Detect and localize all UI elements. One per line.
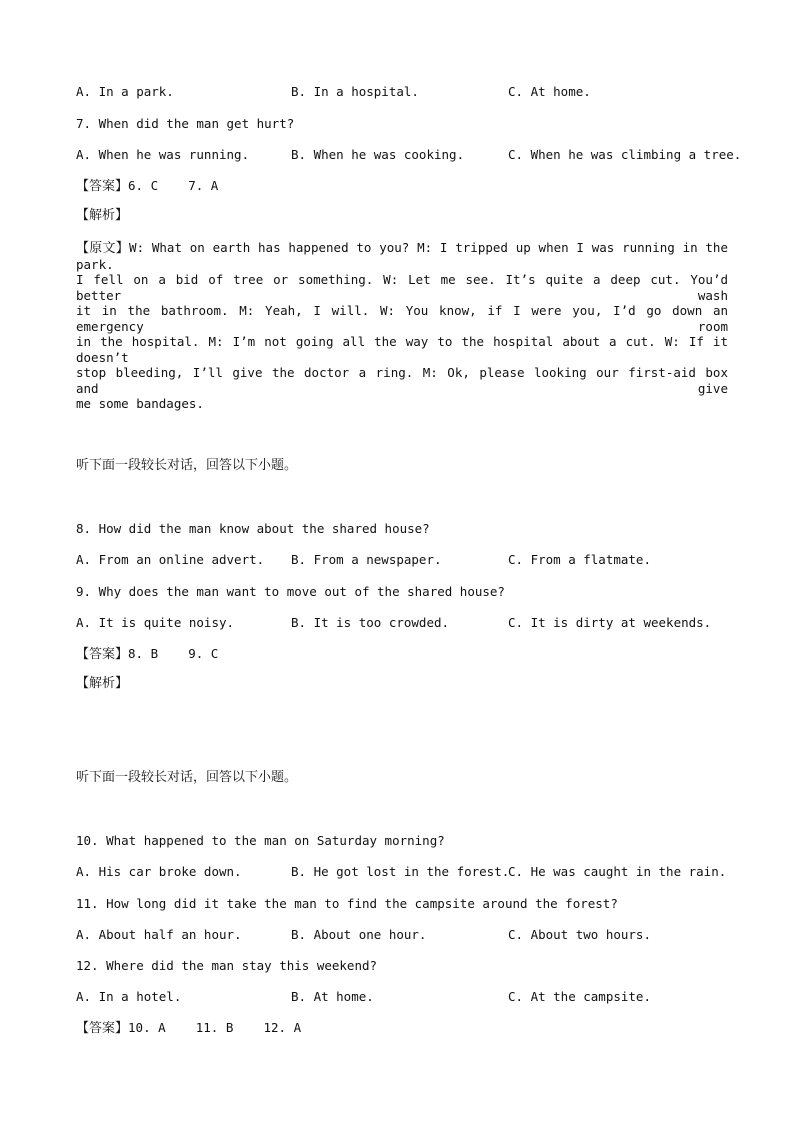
answer-line	[76, 1020, 728, 1037]
q12-options	[76, 989, 736, 1005]
transcript-line	[76, 240, 728, 273]
option-b: B. It is too crowded.	[291, 615, 450, 630]
option-a: A. It is quite noisy.	[76, 615, 235, 630]
option-b: B. He got lost in the forest.	[291, 864, 510, 879]
transcript-line: stop bleeding, I’ll give the doctor a ring. M: Ok, please looking our first-aid box and give	[76, 365, 728, 396]
option-a: A. From an online advert.	[76, 552, 265, 567]
option-c: C. At the campsite.	[508, 989, 651, 1004]
q11-options	[76, 927, 736, 943]
analysis-label: 【解析】	[76, 208, 129, 223]
option-c: C. About two hours.	[508, 927, 651, 942]
option-a: A. In a hotel.	[76, 989, 182, 1004]
option-a: A. His car broke down.	[76, 864, 242, 879]
question-11: 11. How long did it take the man to find the campsite around the forest?	[76, 896, 618, 911]
question-12: 12. Where did the man stay this weekend?	[76, 958, 378, 973]
answer-label: 【答案】	[76, 647, 129, 662]
option-c: C. He was caught in the rain.	[508, 864, 727, 879]
option-b: B. In a hospital.	[291, 84, 419, 99]
option-c: C. From a flatmate.	[508, 552, 651, 567]
answer-text: 10. A 11. B 12. A	[128, 1020, 302, 1035]
option-a: A. When he was running.	[76, 147, 250, 162]
transcript-text: W: What on earth has happened to you? M: I tripped up when I was running in the park.	[76, 240, 728, 272]
option-b: B. About one hour.	[291, 927, 427, 942]
question-9: 9. Why does the man want to move out of the shared house?	[76, 584, 505, 599]
option-c: C. At home.	[508, 84, 591, 99]
q7-options	[76, 147, 742, 163]
question-8: 8. How did the man know about the shared house?	[76, 521, 430, 536]
transcript-line: in the hospital. M: I’m not going all the way to the hospital about a cut. W: If it doesn’t	[76, 334, 728, 365]
option-c: C. It is dirty at weekends.	[508, 615, 712, 630]
answer-line	[76, 646, 728, 663]
transcript-label: 【原文】	[76, 241, 130, 256]
answer-text: 8. B 9. C	[128, 646, 219, 661]
q9-options	[76, 615, 736, 631]
q8-options	[76, 552, 736, 568]
section-heading: 听下面一段较长对话，回答以下小题。	[76, 770, 298, 785]
question-10: 10. What happened to the man on Saturday morning?	[76, 833, 445, 848]
answer-text: 6. C 7. A	[128, 178, 219, 193]
question-7: 7. When did the man get hurt?	[76, 116, 295, 131]
q10-options	[76, 864, 736, 880]
answer-label: 【答案】	[76, 1021, 129, 1036]
option-a: A. In a park.	[76, 84, 174, 99]
transcript-line: me some bandages.	[76, 396, 204, 411]
transcript-line: I fell on a bid of tree or something. W: Let me see. It’s quite a deep cut. You’d better wash	[76, 272, 728, 303]
analysis-label: 【解析】	[76, 676, 129, 691]
answer-line	[76, 178, 728, 195]
option-c: C. When he was climbing a tree.	[508, 147, 742, 162]
transcript-line: it in the bathroom. M: Yeah, I will. W: You know, if I were you, I’d go down an emergency room	[76, 303, 728, 334]
q6-options	[76, 84, 736, 100]
option-b: B. From a newspaper.	[291, 552, 442, 567]
answer-label: 【答案】	[76, 179, 129, 194]
option-b: B. When he was cooking.	[291, 147, 465, 162]
section-heading: 听下面一段较长对话，回答以下小题。	[76, 458, 298, 473]
option-b: B. At home.	[291, 989, 374, 1004]
option-a: A. About half an hour.	[76, 927, 242, 942]
